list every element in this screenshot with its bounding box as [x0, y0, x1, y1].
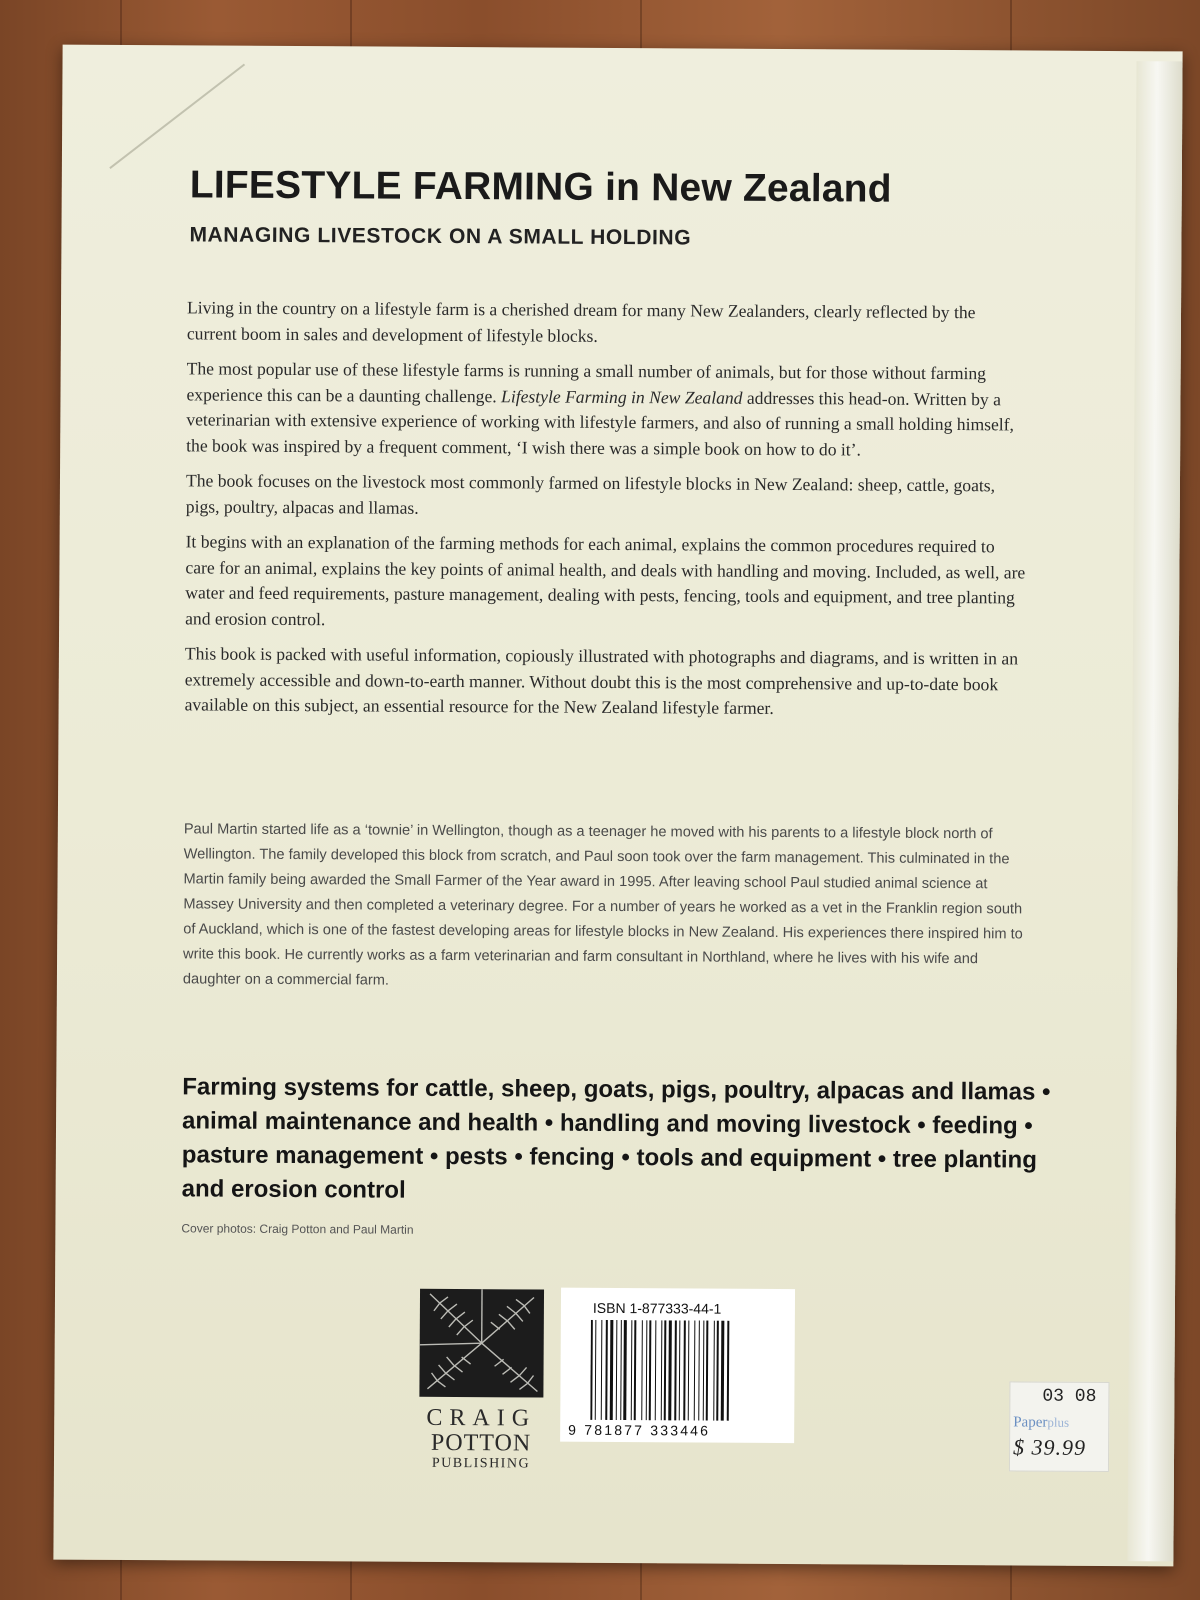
- book-subtitle: MANAGING LIVESTOCK ON A SMALL HOLDING: [189, 223, 692, 250]
- blurb-paragraph: The book focuses on the livestock most commonly farmed on lifestyle blocks in New Zealand: sheep, cattle, goats, pigs, poultry, alpacas and llamas.: [185, 470, 996, 518]
- barcode-bar: [661, 1320, 663, 1420]
- blurb-book-title: Lifestyle Farming in New Zealand: [501, 385, 743, 408]
- barcode-bar: [664, 1320, 667, 1420]
- blurb: [184, 295, 1027, 733]
- price-sticker: [1009, 1381, 1110, 1472]
- barcode-bar: [631, 1320, 633, 1420]
- barcode-bar: [727, 1321, 730, 1421]
- isbn-label: ISBN 1-877333-44-1: [592, 1299, 722, 1317]
- publisher-line: CRAIG: [426, 1404, 537, 1432]
- barcode-bar: [634, 1320, 637, 1420]
- blurb-paragraph: [186, 356, 1027, 463]
- barcode-bar: [641, 1320, 643, 1420]
- barcode-bar: [610, 1320, 614, 1420]
- publisher-line: PUBLISHING: [431, 1455, 531, 1472]
- author-bio: Paul Martin started life as a ‘townie’ in Wellington, though as a teenager he moved with his parents to a lifestyle block north of Wellington. The family developed this block from scratch, and Paul soon took over the farm management. This culminated in the Martin family being awarded the Small Farmer of the Year award in 1995. After leaving school Paul studied animal science at Massey University and then completed a veterinary degree. For a number of years he worked as a vet in the Franklin region south of Auckland, which is one of the fastest developing areas for lifestyle blocks in New Zealand. His experiences there inspired him to write this book. He currently works as a farm veterinarian and farm consultant in Northland, where he lives with his wife and daughter on a commercial farm.: [182, 821, 1023, 989]
- fern-logo-image: [419, 1289, 544, 1398]
- barcode-bar: [688, 1320, 690, 1420]
- barcode-bar: [595, 1320, 597, 1420]
- book-title: LIFESTYLE FARMING in New Zealand: [189, 163, 892, 211]
- barcode-bar: [716, 1321, 719, 1421]
- publisher-logo: [399, 1405, 563, 1474]
- barcode-bar: [601, 1320, 603, 1420]
- barcode-bar: [668, 1320, 672, 1420]
- barcode-bar: [605, 1320, 608, 1420]
- barcode-bar: [590, 1320, 593, 1420]
- book-back-cover: [53, 45, 1182, 1567]
- barcode-bar: [706, 1321, 709, 1421]
- barcode-bar: [721, 1321, 725, 1421]
- store-logo: [1013, 1414, 1069, 1431]
- barcode-bar: [703, 1321, 705, 1421]
- sticker-date: 03 08: [1042, 1386, 1097, 1407]
- blurb-text: addresses this head-on. Written by a veterinarian with extensive experience of working with lifestyle farmers, and also of running a small holding himself, the book was inspired by a frequent comment, ‘I wish there was a simple book on how to do it’.: [186, 387, 1015, 459]
- barcode-bar: [649, 1320, 652, 1420]
- barcode-number: 9 781877 333446: [568, 1421, 711, 1439]
- barcode-bar: [616, 1320, 618, 1420]
- sticker-price: $ 39.99: [1013, 1434, 1087, 1460]
- cover-credit: Cover photos: Craig Potton and Paul Martin: [181, 1221, 414, 1237]
- barcode-bar: [694, 1320, 696, 1420]
- topics-list: Farming systems for cattle, sheep, goats, pigs, poultry, alpacas and llamas • animal maintenance and health • handling and moving livestock • feeding • pasture management • pests • fencing • tools and equipment • tree planting and erosion control: [181, 1073, 1051, 1204]
- barcode-bar: [655, 1320, 657, 1420]
- barcode-bar: [683, 1320, 686, 1420]
- barcode-bars: [590, 1320, 771, 1427]
- store-name-suffix: plus: [1047, 1414, 1070, 1430]
- store-name: Paper: [1013, 1414, 1048, 1431]
- barcode-bar: [646, 1320, 648, 1420]
- blurb-paragraph: Living in the country on a lifestyle farm is a cherished dream for many New Zealanders, clearly reflected by the current boom in sales and development of lifestyle blocks.: [186, 297, 976, 346]
- blurb-paragraph: It begins with an explanation of the farming methods for each animal, explains the common procedures required to care for an animal, explains the key points of animal health, and deals with handling and moving. Included, as well, are water and feed requirements, pasture management, dealing with pests, fencing, tools and equipment, and tree planting and erosion control.: [185, 531, 1026, 629]
- barcode-box: [560, 1288, 795, 1443]
- barcode-bar: [623, 1320, 627, 1420]
- publisher-line: POTTON: [430, 1429, 532, 1457]
- blurb-text: The most popular use of these lifestyle farms is running a small number of animals, but for those without farming experience this can be a daunting challenge.: [186, 358, 987, 406]
- barcode-bar: [713, 1321, 715, 1421]
- barcode-bar: [620, 1320, 622, 1420]
- barcode-bar: [674, 1320, 677, 1420]
- barcode-bar: [698, 1321, 700, 1421]
- corner-crease: [109, 64, 245, 169]
- blurb-paragraph: This book is packed with useful information, copiously illustrated with photographs and diagrams, and is written in an extremely accessible and down-to-earth manner. Without doubt this is the most comprehensive and up-to-date book available on this subject, an essential resource for the New Zealand lifestyle farmer.: [184, 643, 1019, 718]
- barcode-bar: [679, 1320, 681, 1420]
- spine-edge: [1127, 61, 1182, 1561]
